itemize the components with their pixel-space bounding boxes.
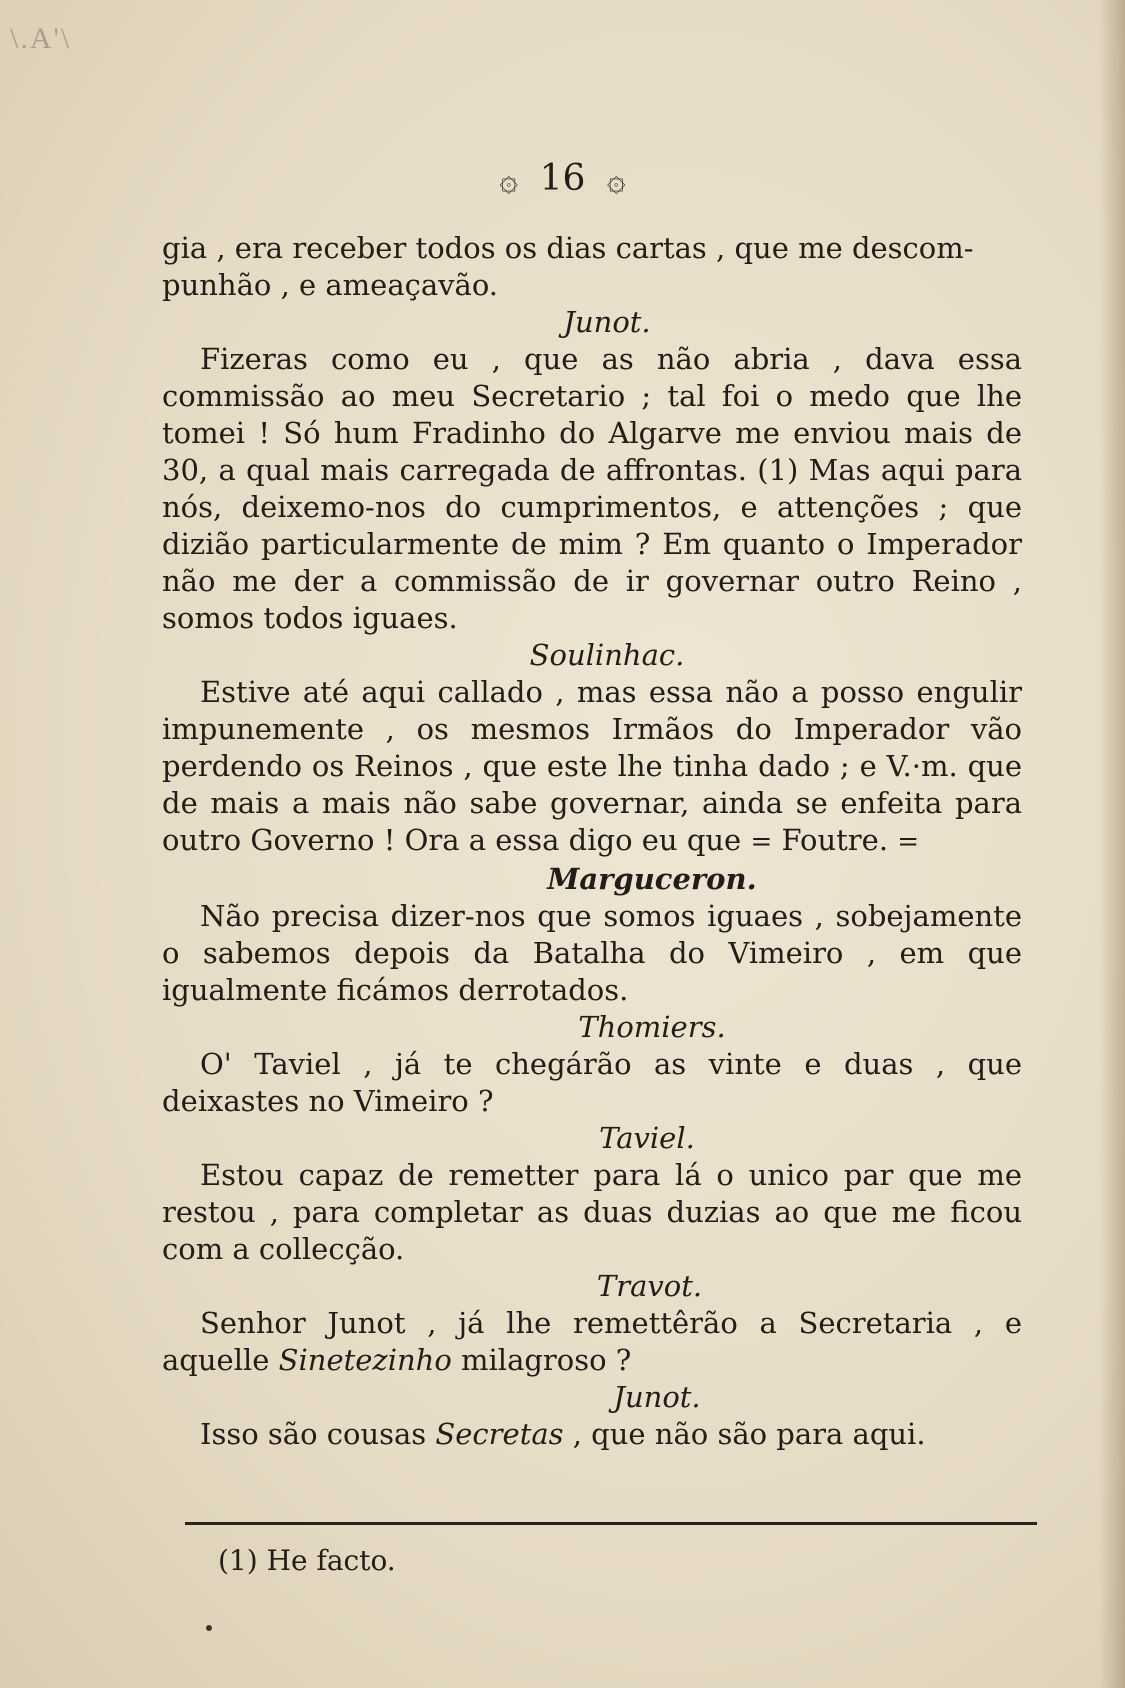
speech-taviel: Estou capaz de remetter para lá o unico par que me restou , para completar as duas duzias ao que me ficou com a collecção.: [162, 1158, 1022, 1266]
left-ornament-icon: ۞: [499, 160, 519, 198]
speech-junot-2-italic: Secretas: [435, 1417, 564, 1451]
page-body: [162, 230, 1022, 1453]
equals-sign-left: =: [750, 827, 773, 857]
corner-handwritten-mark: \.A'\: [10, 22, 72, 55]
speech-junot: Fizeras como eu , que as não abria , dava essa commissão ao meu Secretario ; tal foi o medo que lhe tomei ! Só hum Fradinho do Algarve me enviou mais de 30, a qual mais carregada de affrontas. (1) Mas aqui para nós, deixemo-nos do cumprimentos, e attenções ; que dizião particularmente de mim ? Em quanto o Imperador não me der a commissão de ir governar outro Reino , somos todos iguaes.: [162, 342, 1022, 635]
speech-travot: [162, 1305, 1022, 1379]
ink-speck: [206, 1625, 212, 1631]
equals-sign-right: =: [897, 827, 920, 857]
speech-soulinhac-end: Foutre.: [781, 823, 889, 857]
speech-travot-text: Senhor Junot , já lhe remettêrão a Secretaria , e aquelle: [162, 1306, 1022, 1377]
speech-soulinhac: [162, 674, 1022, 861]
speaker-soulinhac: Soulinhac.: [529, 638, 685, 672]
footnote-rule: [185, 1522, 1037, 1525]
speech-soulinhac-text: Estive até aqui callado , mas essa não a posso engulir impunemente , os mesmos Irmãos do Imperador vão perdendo os Reinos , que este lhe tinha dado ; e V.·m. que de mais a mais não sabe governar, ainda se enfeita para outro Governo ! Ora a essa digo eu que: [162, 675, 1022, 857]
speaker-thomiers: Thomiers.: [578, 1010, 726, 1044]
speech-travot-italic: Sinetezinho: [278, 1343, 452, 1377]
page-gutter-shadow: [1099, 0, 1125, 1688]
speech-marguceron: Não precisa dizer-nos que somos iguaes , sobejamente o sabemos depois da Batalha do Vimeiro , em que igualmente ficámos derrotados.: [162, 899, 1022, 1007]
speech-junot-2-end: , que não são para aqui.: [572, 1417, 926, 1451]
speech-thomiers: O' Taviel , já te chegárão as vinte e duas , que deixastes no Vimeiro ?: [162, 1047, 1022, 1118]
right-ornament-icon: ۞: [606, 160, 626, 198]
paragraph-continuation-line-1: gia , era receber todos os dias cartas , que me descom-: [162, 231, 974, 265]
speaker-marguceron: Marguceron.: [547, 862, 757, 896]
speaker-taviel: Taviel.: [599, 1121, 695, 1155]
speaker-junot: Junot.: [563, 305, 651, 339]
page-header: [0, 158, 1125, 208]
speaker-travot: Travot.: [596, 1269, 703, 1303]
speech-junot-2: [162, 1416, 1022, 1453]
speech-travot-end: milagroso ?: [461, 1343, 632, 1377]
page-number: 16: [539, 158, 586, 199]
speech-junot-2-text: Isso são cousas: [200, 1417, 427, 1451]
footnote: (1) He facto.: [218, 1544, 396, 1577]
speaker-junot-2: Junot.: [613, 1380, 701, 1414]
paragraph-continuation-line-2: punhão , e ameaçavão.: [162, 268, 498, 302]
